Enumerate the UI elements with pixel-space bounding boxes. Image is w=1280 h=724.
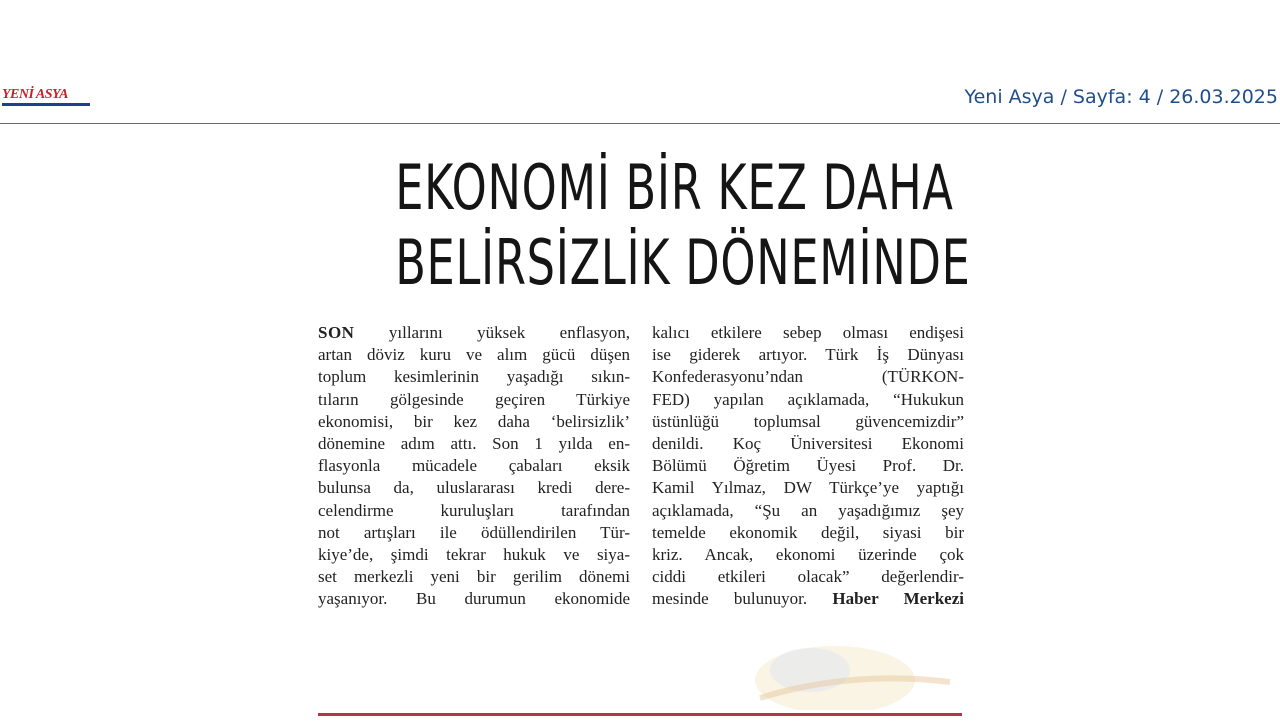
body-line: artan döviz kuru ve alım gücü düşen — [318, 345, 630, 365]
source-citation: Yeni Asya / Sayfa: 4 / 26.03.2025 — [964, 86, 1278, 108]
article-headline — [395, 150, 971, 300]
headline-line-1: EKONOMİ BİR KEZ DAHA — [395, 151, 954, 224]
headline-line-2: BELİRSİZLİK DÖNEMİNDE — [395, 226, 971, 299]
body-line: tıların gölgesinde geçiren Türkiye — [318, 389, 630, 409]
body-line: dönemine adım attı. Son 1 yılda en- — [318, 434, 630, 454]
body-line-last: mesinde bulunuyor. Haber Merkezi — [652, 589, 964, 609]
body-line: bulunsa da, uluslararası kredi dere- — [318, 478, 630, 498]
bottom-divider — [318, 713, 962, 716]
body-line: üstünlüğü toplumsal güvencemizdir” — [652, 411, 964, 431]
body-line: flasyonla mücadele çabaları eksik — [318, 456, 630, 476]
body-line: Konfederasyonu’ndan (TÜRKON- — [652, 367, 964, 387]
header-divider — [0, 123, 1280, 124]
logo-underline — [2, 103, 90, 106]
body-line: ekonomisi, bir kez daha ‘belirsizlik’ — [318, 411, 630, 431]
body-line: ise giderek artıyor. Türk İş Dünyası — [652, 345, 964, 365]
body-line: kriz. Ancak, ekonomi üzerinde çok — [652, 545, 964, 565]
lead-word: SON — [318, 323, 355, 342]
body-line: SON yıllarını yüksek enflasyon, — [318, 323, 630, 342]
body-line: temelde ekonomik değil, siyasi bir — [652, 522, 964, 542]
body-line: Kamil Yılmaz, DW Türkçe’ye yaptığı — [652, 478, 964, 498]
body-line: set merkezli yeni bir gerilim dönemi — [318, 567, 630, 587]
body-line: ciddi etkileri olacak” değerlendir- — [652, 567, 964, 587]
newspaper-logo — [2, 86, 92, 108]
background-watermark — [740, 610, 960, 710]
body-line: not artışları ile ödüllendirilen Tür- — [318, 522, 630, 542]
body-line: FED) yapılan açıklamada, “Hukukun — [652, 389, 964, 409]
body-line: celendirme kuruluşları tarafından — [318, 500, 630, 520]
body-line: Bölümü Öğretim Üyesi Prof. Dr. — [652, 456, 964, 476]
byline: Haber Merkezi — [832, 589, 964, 609]
body-line: kalıcı etkilere sebep olması endişesi — [652, 323, 964, 342]
body-line: kiye’de, şimdi tekrar hukuk ve siya- — [318, 545, 630, 565]
body-line: yaşanıyor. Bu durumun ekonomide — [318, 589, 630, 609]
body-line: denildi. Koç Üniversitesi Ekonomi — [652, 434, 964, 454]
body-line: açıklamada, “Şu an yaşadığımız şey — [652, 500, 964, 520]
article-column-right — [652, 322, 964, 611]
logo-text: YENİ ASYA — [2, 87, 68, 102]
article-column-left — [318, 322, 630, 611]
body-line: toplum kesimlerinin yaşadığı sıkın- — [318, 367, 630, 387]
